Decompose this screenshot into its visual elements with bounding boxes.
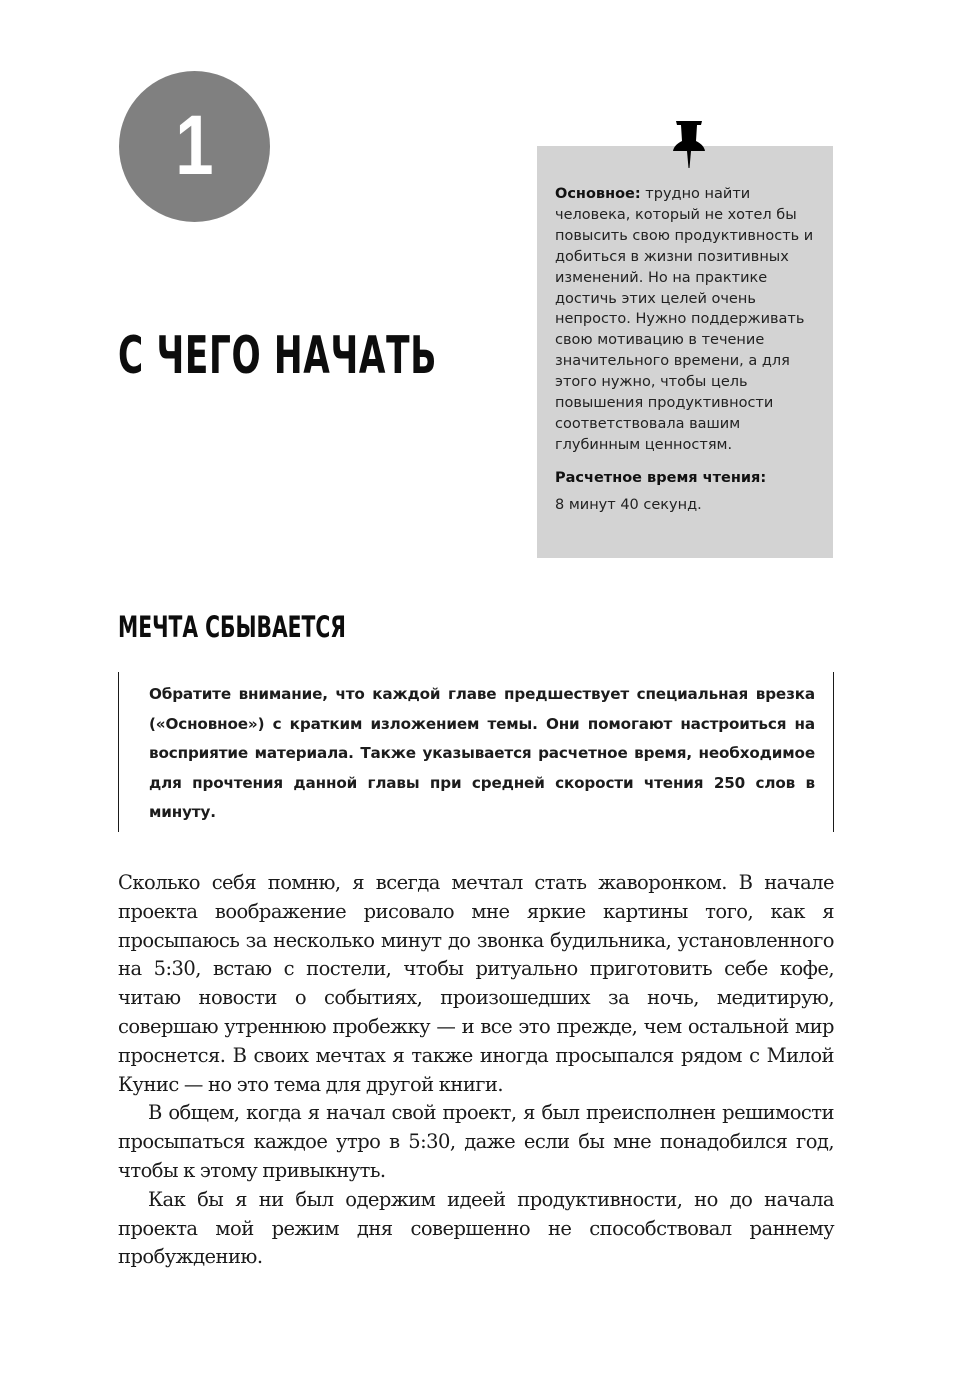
summary-label: Основное: xyxy=(555,186,641,202)
note-text: Обратите внимание, что каждой главе предшествует специальная врезка («Основное») с кратким изложением темы. Они помогают настроиться на восприятие материала. Также указывается расчетное время, необходимое для прочтения данной главы при средней скорости чтения 250 слов в минуту. xyxy=(149,685,815,822)
summary-paragraph xyxy=(555,184,815,456)
chapter-title: С ЧЕГО НАЧАТЬ xyxy=(118,326,438,386)
note-box xyxy=(118,672,834,832)
body-text xyxy=(118,869,834,1272)
chapter-number: 1 xyxy=(175,97,214,192)
body-paragraph: В общем, когда я начал свой проект, я был преисполнен решимости просыпаться каждое утро в 5:30, даже если бы мне понадобился год, чтобы к этому привыкнуть. xyxy=(118,1101,834,1182)
body-paragraph: Как бы я ни был одержим идеей продуктивности, но до начала проекта мой режим дня совершенно не способствовал раннему пробуждению. xyxy=(118,1187,834,1269)
summary-box xyxy=(537,146,833,558)
section-title: МЕЧТА СБЫВАЕТСЯ xyxy=(118,610,346,644)
reading-time-label: Расчетное время чтения: xyxy=(555,469,767,486)
summary-content xyxy=(555,184,815,516)
chapter-number-badge xyxy=(119,71,270,222)
reading-time-value: 8 минут 40 секунд. xyxy=(555,496,702,513)
pushpin-icon xyxy=(672,121,706,169)
summary-text: трудно найти человека, который не хотел бы повысить свою продуктивность и добиться в жизни позитивных изменений. Но на практике достичь этих целей очень непросто. Нужно поддерживать свою мотивацию в течение значительного времени, а для этого нужно, чтобы цель повышения продуктивности соответствовала вашим глубинным ценностям. xyxy=(555,186,814,453)
body-paragraph: Сколько себя помню, я всегда мечтал стать жаворонком. В начале проекта воображение рисовало мне яркие картины того, как я просыпаюсь за несколько минут до звонка будильника, установленного на 5:30, встаю с постели, чтобы ритуально приготовить себе кофе, читаю новости о событиях, произошедших за ночь, медитирую, совершаю утреннюю пробежку — и все это прежде, чем остальной мир проснется. В своих мечтах я также иногда просыпался рядом с Милой Кунис — но это тема для другой книги. xyxy=(118,871,834,1096)
